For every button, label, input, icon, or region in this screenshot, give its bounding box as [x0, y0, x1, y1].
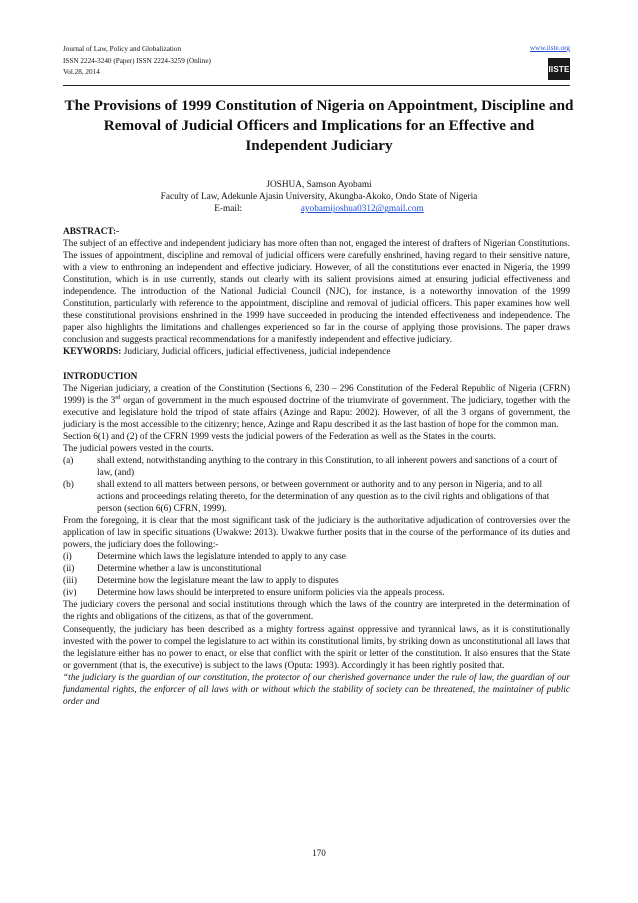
- list-item: [63, 551, 570, 563]
- intro-p1-end: organ of government in the much espoused doctrine of the triumvirate of government. The judiciary, together with the executive and legislature hold the tripod of state affairs (Azinge and Rapu: 2002). However, of all the 3 organs of government, the judiciary is the most accessible to the citizenry; hence, Azinge and Rapu described it as the last bastion of hope for the common man.: [63, 395, 570, 430]
- list-item-text: shall extend, notwithstanding anything to the contrary in this Constitution, to all inherent powers and sanctions of a court of law, (and): [97, 455, 558, 478]
- email-label: E-mail:: [214, 204, 243, 215]
- issn-line: ISSN 2224-3240 (Paper) ISSN 2224-3259 (Online): [63, 56, 211, 65]
- author-block: [63, 179, 575, 216]
- list-item: [63, 587, 570, 599]
- abstract-heading: ABSTRACT:-: [63, 227, 120, 237]
- list-item-label: (i): [63, 552, 72, 563]
- list-item: [63, 575, 570, 587]
- journal-website-link[interactable]: www.iiste.org: [529, 44, 570, 52]
- intro-p1-start: The Nigerian judiciary, a creation of the Constitution (Sections 6, 230 – 296 Constitution of the Federal Republic of Nigeria (CFRN) 1999) is the 3: [63, 383, 570, 406]
- list-item: [63, 455, 570, 479]
- author-email-line: [63, 203, 575, 215]
- list-item: [63, 479, 570, 515]
- list-item-label: (iii): [63, 576, 77, 587]
- list-item-text: shall extend to all matters between persons, or between government or authority and to any person in Nigeria, and to all actions and proceedings relating thereto, for the determination of any question as to the civil rights and obligations of that person (section 6(6) CFRN, 1999).: [97, 479, 550, 515]
- journal-name: Journal of Law, Policy and Globalization: [63, 45, 182, 53]
- intro-paragraph-6: Consequently, the judiciary has been described as a mighty fortress against oppressive and tyrannical laws, as it is constitutionally invested with the power to compel the legislature to act within its constitutional limits, by striking down as unconstitutional all laws that the legislature either has no power to enact, or else that conflict with the spirit or letter of the constitution. It also ensures that the State or government (that is, the executive) is subject to the laws (Oputa: 1993). Accordingly it has been rightly posited that.: [63, 624, 570, 671]
- author-name: JOSHUA, Samson Ayobami: [266, 180, 372, 190]
- intro-paragraph-5: The judiciary covers the personal and social institutions through which the laws of the country are interpreted in the determination of the rights and obligations of the citizens, as that of the government.: [63, 600, 570, 623]
- list-item-label: (a): [63, 455, 74, 466]
- running-header: [63, 44, 211, 79]
- list-item-text: Determine whether a law is unconstitutional: [97, 564, 262, 575]
- keywords-label: KEYWORDS:: [63, 347, 122, 358]
- list-item-text: Determine how laws should be interpreted to ensure uniform policies via the appeals process.: [97, 588, 445, 599]
- block-quote: “the judiciary is the guardian of our constitution, the protector of our cherished governance under the rule of law, the guardian of our fundamental rights, the enforcer of all laws with or without which the stability of society can be threatened, the maintainer of public order and: [63, 672, 570, 707]
- keywords-text: Judiciary, Judicial officers, judicial effectiveness, judicial independence: [123, 347, 391, 358]
- paper-body: [63, 226, 570, 708]
- author-email-link[interactable]: ayobamijoshua0312@gmail.com: [300, 204, 424, 215]
- list-item-text: Determine how the legislature meant the law to apply to disputes: [97, 576, 339, 587]
- list-item-label: (iv): [63, 588, 77, 599]
- ordinal-superscript: rd: [115, 394, 121, 401]
- keywords-line: [63, 346, 570, 358]
- intro-paragraph-1: [63, 383, 570, 431]
- intro-paragraph-2: Section 6(1) and (2) of the CFRN 1999 vests the judicial powers of the Federation as well as the States in the courts.: [63, 431, 496, 442]
- logo-text: IISTE: [548, 64, 570, 74]
- page-number: 170: [312, 848, 326, 858]
- header-divider: [63, 85, 570, 86]
- list-item-label: (b): [63, 479, 74, 490]
- list-item-label: (ii): [63, 564, 75, 575]
- abstract-text: The subject of an effective and independent judiciary has more often than not, engaged the interest of drafters of Nigerian Constitutions. The issues of appointment, discipline and removal of judicial officers were carefully enshrined, having regard to their sensitive nature, with a view to enthroning an independent and effective judiciary. However, of all the constitutions ever enacted in Nigeria, the 1999 Constitution, which is in use currently, stands out clearly with its salient provisions aimed at ensuring judicial effectiveness and independence. The introduction of the National Judicial Council (NJC), for instance, is a noteworthy innovation of the 1999 Constitution, particularly with reference to the appointment, discipline and removal of judicial officers. This paper examines how well these constitutional provisions enshrined in the 1999 have succeeded in producing the intended effectiveness and independence. The paper also highlights the limitations and challenges experienced so far in the course of applying those provisions. The paper draws conclusion and suggests practical recommendations for a manifestly independent and effective judiciary.: [63, 239, 570, 346]
- list-item-text: Determine which laws the legislature intended to apply to any case: [97, 552, 346, 563]
- volume-line: Vol.28, 2014: [63, 68, 100, 76]
- section-gap: [63, 359, 570, 371]
- introduction-heading: INTRODUCTION: [63, 371, 138, 382]
- author-affiliation: Faculty of Law, Adekunle Ajasin University, Akungba-Akoko, Ondo State of Nigeria: [160, 192, 478, 203]
- iiste-logo: [548, 58, 570, 80]
- paper-title: The Provisions of 1999 Constitution of Nigeria on Appointment, Discipline and Removal of Judicial Officers and Implications for an Effective and Independent Judiciary: [64, 97, 574, 154]
- intro-paragraph-3: The judicial powers vested in the courts.: [63, 443, 214, 454]
- intro-paragraph-4: From the foregoing, it is clear that the most significant task of the judiciary is the authoritative adjudication of controversies over the application of law in specific situations (Uwakwe: 2013). Uwakwe further posits that in the course of the performance of its duties and powers, the judiciary does the following:-: [63, 516, 570, 551]
- list-item: [63, 563, 570, 575]
